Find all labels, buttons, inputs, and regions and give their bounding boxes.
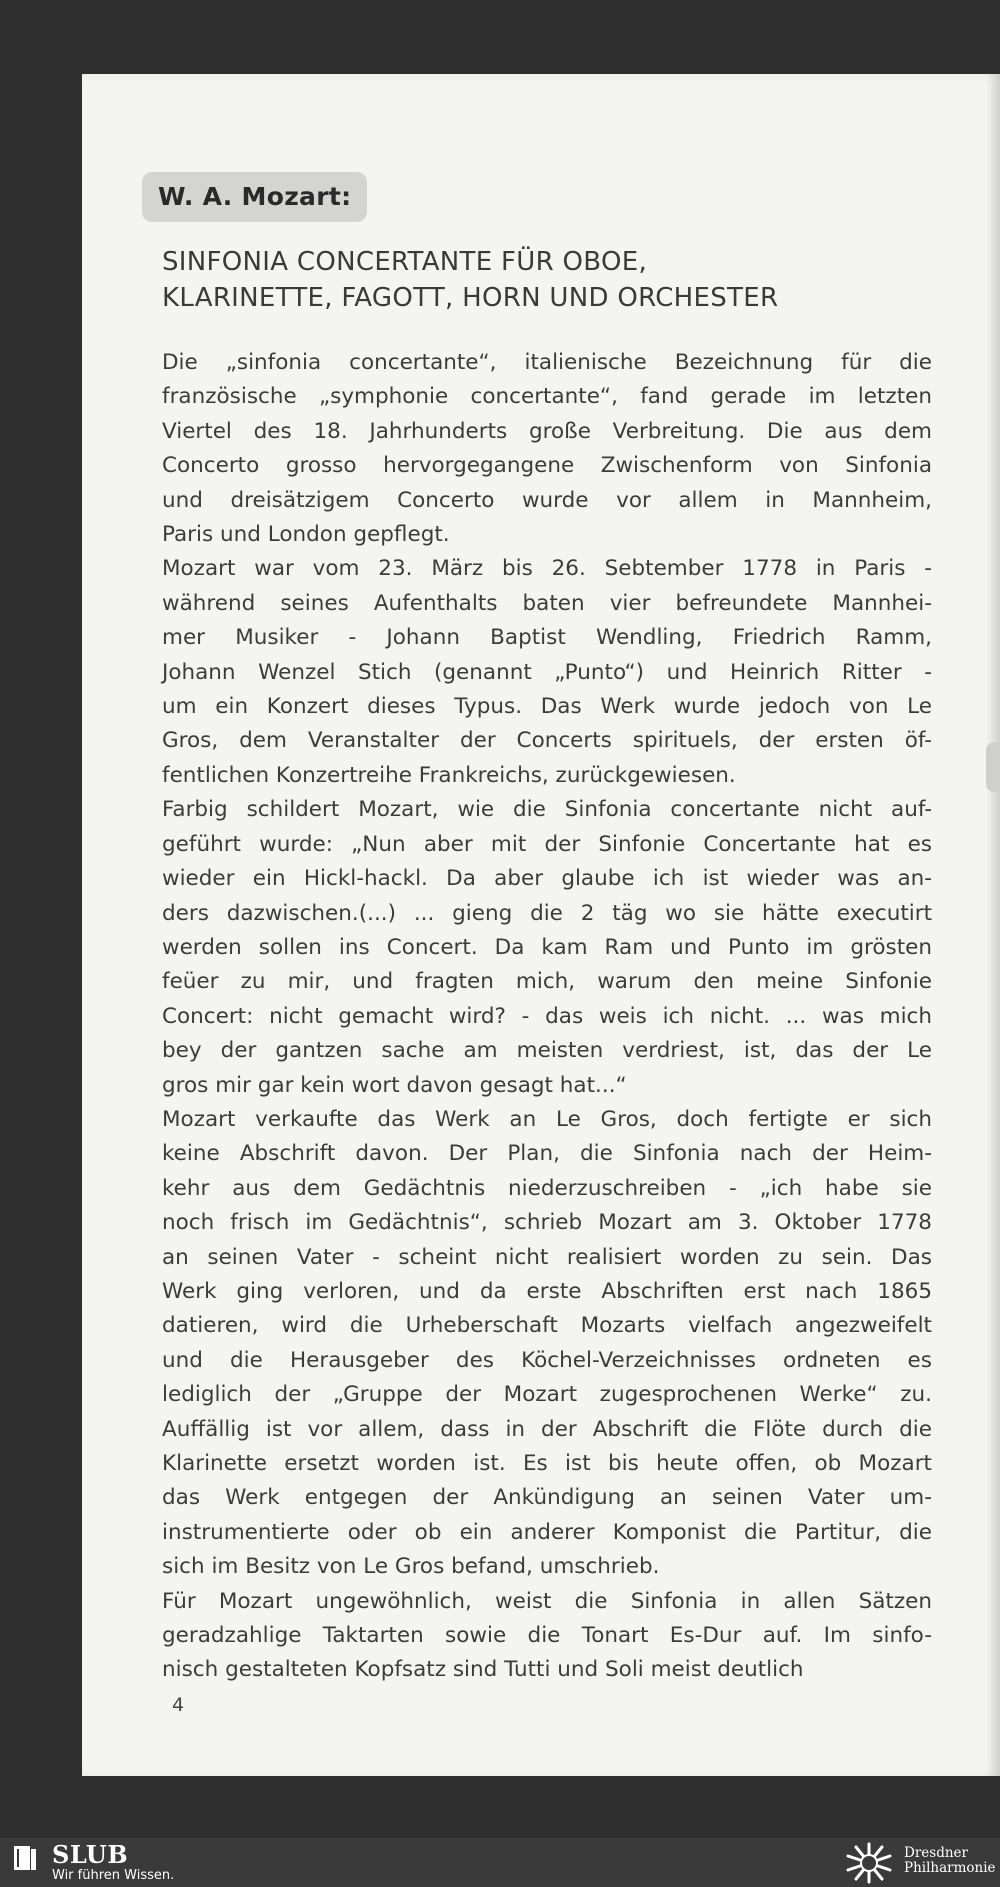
body-line: nisch gestalteten Kopfsatz sind Tutti und Soli meist deutlich: [162, 1657, 804, 1683]
body-line: werden sollen ins Concert. Da kam Ram und Punto im grösten: [162, 934, 932, 960]
body-text: [162, 346, 932, 1688]
author-heading: W. A. Mozart:: [142, 172, 367, 222]
slub-title: SLUB: [52, 1840, 129, 1869]
body-line: instrumentierte oder ob ein anderer Komponist die Partitur, die: [162, 1519, 932, 1545]
page-edge-shadow: [986, 74, 1000, 1776]
body-line: Klarinette ersetzt worden ist. Es ist bis heute offen, ob Mozart: [162, 1451, 932, 1476]
body-line: keine Abschrift davon. Der Plan, die Sinfonia nach der Heim-: [162, 1141, 932, 1167]
body-line: Farbig schildert Mozart, wie die Sinfonia concertante nicht auf-: [162, 797, 932, 823]
body-line: um ein Konzert dieses Typus. Das Werk wurde jedoch von Le: [162, 694, 932, 720]
body-line: französische „symphonie concertante“, fand gerade im letzten: [162, 384, 932, 410]
body-line: bey der gantzen sache am meisten verdriest, ist, das der Le: [162, 1038, 932, 1064]
body-line: noch frisch im Gedächtnis“, schrieb Mozart am 3. Oktober 1778: [162, 1210, 932, 1236]
sunburst-logo-icon: [842, 1842, 896, 1884]
body-line: Werk ging verloren, und da erste Abschriften erst nach 1865: [162, 1278, 932, 1304]
work-title-line: SINFONIA CONCERTANTE FÜR OBOE,: [162, 247, 648, 277]
body-line: gros mir gar kein wort davon gesagt hat...“: [162, 1072, 627, 1098]
body-line: und dreisätzigem Concerto wurde vor allem in Mannheim,: [162, 487, 932, 513]
partner-name-line2: Philharmonie: [904, 1860, 996, 1876]
body-line: und die Herausgeber des Köchel-Verzeichnisses ordneten es: [162, 1347, 932, 1373]
body-line: Mozart verkaufte das Werk an Le Gros, doch fertigte er sich: [162, 1106, 932, 1132]
work-title: [162, 244, 922, 316]
book-icon: [12, 1844, 38, 1872]
body-line: Concert: nicht gemacht wird? - das weis ich nicht. ... was mich: [162, 1003, 932, 1029]
body-line: ders dazwischen.(...) ... gieng die 2 täg wo sie hätte executirt: [162, 900, 932, 926]
body-line: das Werk entgegen der Ankündigung an seinen Vater um-: [162, 1485, 932, 1511]
slub-subtitle: Wir führen Wissen.: [52, 1868, 175, 1883]
document-page: [82, 74, 1000, 1776]
body-line: mer Musiker - Johann Baptist Wendling, Friedrich Ramm,: [162, 625, 932, 651]
partner-name-line1: Dresdner: [904, 1845, 968, 1861]
body-line: Paris und London gepflegt.: [162, 522, 450, 548]
viewer-footer: [0, 1838, 1000, 1887]
body-line: lediglich der „Gruppe der Mozart zugesprochenen Werke“ zu.: [162, 1382, 932, 1408]
body-line: Johann Wenzel Stich (genannt „Punto“) und Heinrich Ritter -: [162, 659, 932, 685]
body-line: fentlichen Konzertreihe Frankreichs, zurückgewiesen.: [162, 762, 736, 788]
body-line: Auffällig ist vor allem, dass in der Abschrift die Flöte durch die: [162, 1416, 932, 1442]
body-line: Concerto grosso hervorgegangene Zwischenform von Sinfonia: [162, 453, 932, 479]
body-line: datieren, wird die Urheberschaft Mozarts vielfach angezweifelt: [162, 1313, 932, 1339]
partner-name: [904, 1846, 996, 1876]
body-line: an seinen Vater - scheint nicht realisiert worden zu sein. Das: [162, 1244, 932, 1270]
body-line: wieder ein Hickl-hackl. Da aber glaube ich ist wieder was an-: [162, 866, 932, 892]
page-tab-mark: [986, 742, 1000, 792]
work-title-line: KLARINETTE, FAGOTT, HORN UND ORCHESTER: [162, 283, 779, 313]
body-line: Für Mozart ungewöhnlich, weist die Sinfonia in allen Sätzen: [162, 1588, 932, 1614]
body-line: feüer zu mir, und fragten mich, warum den meine Sinfonie: [162, 969, 932, 995]
page-number: 4: [172, 1694, 185, 1716]
body-line: während seines Aufenthalts baten vier befreundete Mannhei-: [162, 590, 932, 616]
body-line: Die „sinfonia concertante“, italienische Bezeichnung für die: [162, 350, 932, 375]
body-line: Viertel des 18. Jahrhunderts große Verbreitung. Die aus dem: [162, 418, 932, 444]
body-line: Gros, dem Veranstalter der Concerts spirituels, der ersten öf-: [162, 728, 932, 754]
body-line: geradzahlige Taktarten sowie die Tonart Es-Dur auf. Im sinfo-: [162, 1623, 932, 1649]
body-line: Mozart war vom 23. März bis 26. Sebtember 1778 in Paris -: [162, 556, 932, 582]
body-line: kehr aus dem Gedächtnis niederzuschreiben - „ich habe sie: [162, 1175, 932, 1201]
body-line: sich im Besitz von Le Gros befand, umschrieb.: [162, 1554, 660, 1580]
body-line: geführt wurde: „Nun aber mit der Sinfonie Concertante hat es: [162, 831, 932, 857]
